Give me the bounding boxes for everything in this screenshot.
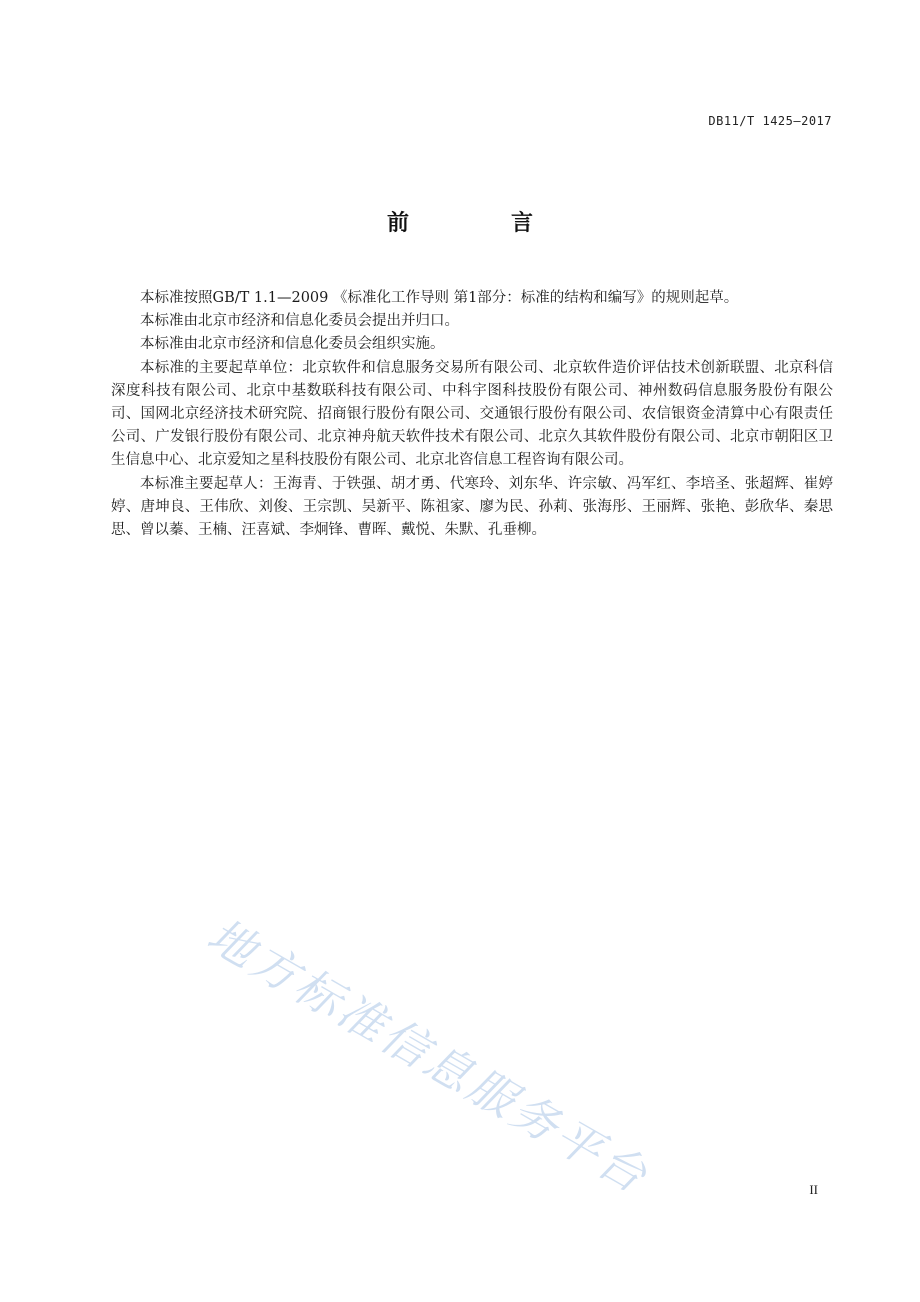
page-title: 前 言: [386, 211, 573, 236]
document-code: DB11/T 1425—2017: [708, 114, 832, 128]
paragraph-drafters: 本标准主要起草人：王海青、于铁强、胡才勇、代寒玲、刘东华、许宗敏、冯军红、李培圣、张超辉、崔婷婷、唐坤良、王伟欣、刘俊、王宗凯、吴新平、陈祖家、廖为民、孙莉、张海彤、王丽辉、张艳、彭欣华、秦思思、曾以蓁、王楠、汪喜斌、李炯锋、曹晖、戴悦、朱默、孔垂柳。: [111, 475, 833, 539]
foreword-body: [111, 287, 833, 542]
page-number: II: [809, 1182, 818, 1197]
paragraph-drafting-units: 本标准的主要起草单位：北京软件和信息服务交易所有限公司、北京软件造价评估技术创新联盟、北京科信深度科技有限公司、北京中基数联科技有限公司、中科宇图科技股份有限公司、神州数码信息服务股份有限公司、国网北京经济技术研究院、招商银行股份有限公司、交通银行股份有限公司、农信银资金清算中心有限责任公司、广发银行股份有限公司、北京神舟航天软件技术有限公司、北京久其软件股份有限公司、北京市朝阳区卫生信息中心、北京爱知之星科技股份有限公司、北京北咨信息工程咨询有限公司。: [111, 359, 833, 469]
paragraph-drafting-rules: 本标准按照GB/T 1.1—2009 《标准化工作导则 第1部分：标准的结构和编写》的规则起草。: [140, 290, 739, 306]
paragraph-proposer: 本标准由北京市经济和信息化委员会提出并归口。: [140, 313, 459, 330]
watermark: 地方标准信息服务平台: [198, 907, 659, 1205]
paragraph-implementer: 本标准由北京市经济和信息化委员会组织实施。: [140, 336, 445, 353]
